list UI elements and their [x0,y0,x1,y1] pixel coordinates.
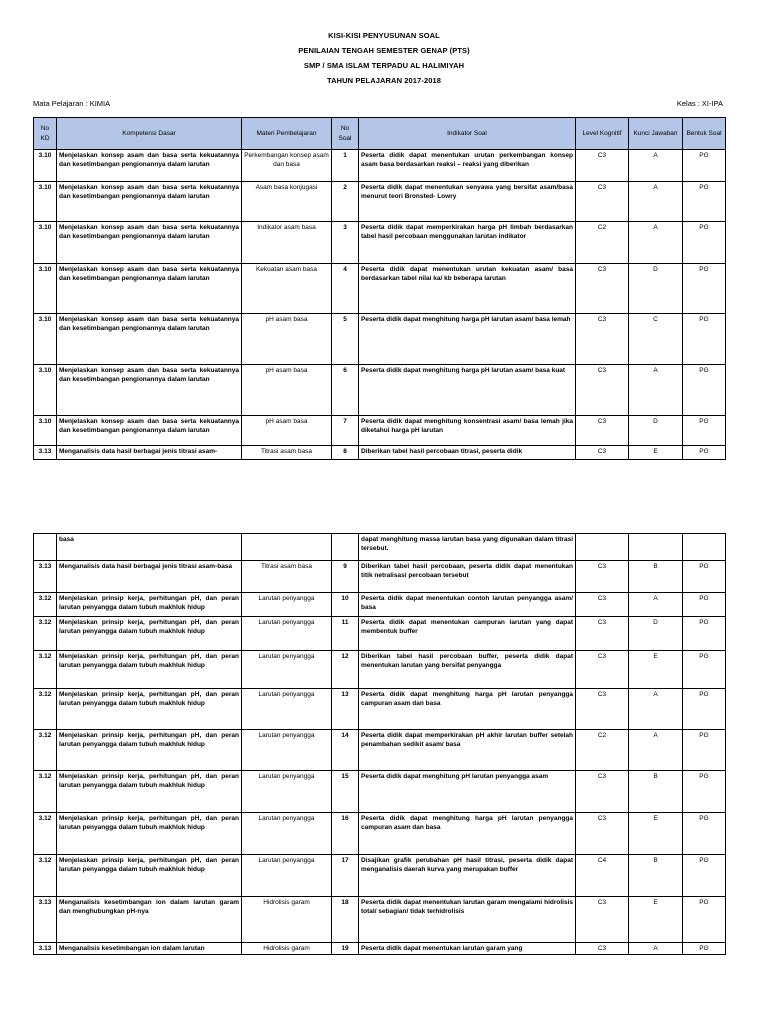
cell-no: 14 [332,730,359,771]
cell-level: C3 [576,617,629,651]
cell-no: 2 [332,182,359,222]
cell-level: C3 [576,150,629,182]
cell-kd: 3.10 [34,365,57,416]
cell-indikator: Peserta didik dapat memperkirakan pH akhir larutan buffer setelah penambahan sedikit asam/ basa [359,730,576,771]
cell-kunci: A [629,593,683,617]
header-kunci: Kunci Jawaban [629,118,683,150]
cell-materi: Larutan penyangga [242,689,332,730]
subject-label: Mata Pelajaran : KIMIA [33,99,111,108]
table-header-row [34,118,726,150]
cell-level: C3 [576,416,629,446]
cell-no: 17 [332,855,359,897]
cell-kompetensi: Menjelaskan prinsip kerja, perhitungan pH, dan peran larutan penyangga dalam tubuh makhluk hidup [57,813,242,855]
cell-kunci: D [629,416,683,446]
header-indikator: Indikator Soal [359,118,576,150]
table-row [34,264,726,314]
table-row [34,651,726,689]
cell-no: 1 [332,150,359,182]
cell-level: C4 [576,855,629,897]
cell-indikator: Peserta didik dapat menghitung harga pH larutan penyangga campuran asam dan basa [359,813,576,855]
cell-kunci: A [629,150,683,182]
cell-bentuk: PG [683,617,726,651]
cell-kompetensi: Menjelaskan prinsip kerja, perhitungan pH, dan peran larutan penyangga dalam tubuh makhluk hidup [57,689,242,730]
cell-indikator: dapat menghitung massa larutan basa yang digunakan dalam titrasi tersebut. [359,534,576,561]
meta-line [33,99,723,111]
kisi-kisi-table-page-2 [33,533,726,955]
cell-no: 12 [332,651,359,689]
cell-kd: 3.12 [34,771,57,813]
cell-bentuk: PG [683,446,726,460]
cell-kd: 3.10 [34,314,57,365]
cell-indikator: Peserta didik dapat menentukan campuran larutan yang dapat membentuk buffer [359,617,576,651]
cell-no: 3 [332,222,359,264]
cell-level: C3 [576,561,629,593]
table-row [34,771,726,813]
cell-bentuk: PG [683,730,726,771]
cell-no: 10 [332,593,359,617]
cell-materi: Titrasi asam basa [242,446,332,460]
cell-indikator: Disajikan grafik perubahan pH hasil titrasi, peserta didik dapat menganalisis daerah kurva yang merupakan buffer [359,855,576,897]
cell-kompetensi: Menjelaskan konsep asam dan basa serta kekuatannya dan kesetimbangan pengionannya dalam larutan [57,264,242,314]
cell-kunci: E [629,651,683,689]
cell-kompetensi: Menjelaskan konsep asam dan basa serta kekuatannya dan kesetimbangan pengionannya dalam larutan [57,365,242,416]
cell-materi: pH asam basa [242,416,332,446]
cell-bentuk: PG [683,689,726,730]
cell-kd: 3.10 [34,416,57,446]
cell-kd: 3.13 [34,943,57,955]
cell-bentuk: PG [683,264,726,314]
cell-indikator: Peserta didik dapat menentukan larutan garam yang [359,943,576,955]
cell-bentuk: PG [683,651,726,689]
cell-kd: 3.10 [34,182,57,222]
cell-bentuk: PG [683,416,726,446]
cell-no: 6 [332,365,359,416]
cell-level: C3 [576,689,629,730]
cell-kd: 3.12 [34,617,57,651]
cell-kompetensi: Menjelaskan prinsip kerja, perhitungan pH, dan peran larutan penyangga dalam tubuh makhluk hidup [57,855,242,897]
cell-kd: 3.10 [34,222,57,264]
cell-level: C3 [576,813,629,855]
cell-kunci: A [629,182,683,222]
header-no-kd: No KD [34,118,57,150]
cell-level: C3 [576,897,629,943]
cell-bentuk: PG [683,365,726,416]
cell-materi: Asam basa konjugasi [242,182,332,222]
cell-level: C2 [576,730,629,771]
cell-indikator: Diberikan tabel hasil percobaan titrasi, peserta didik [359,446,576,460]
header-kompetensi: Kompetensi Dasar [57,118,242,150]
cell-materi: Hidrolisis garam [242,897,332,943]
cell-level: C3 [576,182,629,222]
cell-indikator: Peserta didik dapat menghitung konsentrasi asam/ basa lemah jika diketahui harga pH larutan [359,416,576,446]
cell-level: C3 [576,651,629,689]
cell-no: 7 [332,416,359,446]
cell-indikator: Peserta didik dapat menentukan urutan kekuatan asam/ basa berdasarkan tabel nilai ka/ kb beberapa larutan [359,264,576,314]
page-break [0,474,768,530]
cell-level: C3 [576,314,629,365]
table-row [34,943,726,955]
cell-level: C3 [576,264,629,314]
table-row [34,897,726,943]
cell-kompetensi: Menjelaskan prinsip kerja, perhitungan pH, dan peran larutan penyangga dalam tubuh makhluk hidup [57,730,242,771]
cell-kd: 3.12 [34,651,57,689]
cell-kunci: E [629,897,683,943]
table-row [34,222,726,264]
cell-bentuk: PG [683,314,726,365]
header-materi: Materi Pembelajaran [242,118,332,150]
cell-bentuk: PG [683,593,726,617]
cell-level: C3 [576,593,629,617]
cell-bentuk: PG [683,813,726,855]
cell-kunci: A [629,689,683,730]
header-bentuk: Bentuk Soal [683,118,726,150]
cell-indikator: Diberikan tabel hasil percobaan buffer, peserta didik dapat menentukan larutan yang bersifat penyangga [359,651,576,689]
cell-materi: Perkembangan konsep asam dan basa [242,150,332,182]
cell-kompetensi: Menganalisis data hasil berbagai jenis titrasi asam- [57,446,242,460]
table-row [34,593,726,617]
cell-no: 13 [332,689,359,730]
cell-kd: 3.12 [34,855,57,897]
cell-level: C3 [576,446,629,460]
cell-kunci: E [629,813,683,855]
cell-kunci: A [629,365,683,416]
table-row [34,446,726,460]
cell-materi: Larutan penyangga [242,730,332,771]
header-no-soal: No Soal [332,118,359,150]
cell-bentuk: PG [683,897,726,943]
table-row [34,813,726,855]
table-row [34,617,726,651]
cell-kd: 3.12 [34,813,57,855]
table-row [34,182,726,222]
table-row [34,689,726,730]
cell-level: C3 [576,365,629,416]
cell-no: 16 [332,813,359,855]
cell-kunci: E [629,446,683,460]
cell-indikator: Peserta didik dapat menentukan senyawa yang bersifat asam/basa menurut teori Bronsted- Lowry [359,182,576,222]
cell-bentuk: PG [683,222,726,264]
cell-bentuk: PG [683,561,726,593]
cell-materi: Larutan penyangga [242,813,332,855]
kisi-kisi-table-page-1 [33,117,726,460]
cell-no: 15 [332,771,359,813]
cell-indikator: Peserta didik dapat menentukan urutan perkembangan konsep asam basa berdasarkan reaksi – reaksi yang diberikan [359,150,576,182]
cell-materi: Larutan penyangga [242,771,332,813]
cell-kunci: A [629,943,683,955]
table-row [34,150,726,182]
cell-bentuk: PG [683,855,726,897]
cell-materi: Larutan penyangga [242,651,332,689]
cell-materi: Kekuatan asam basa [242,264,332,314]
cell-kompetensi: Menjelaskan konsep asam dan basa serta kekuatannya dan kesetimbangan pengionannya dalam larutan [57,416,242,446]
cell-kompetensi: Menjelaskan prinsip kerja, perhitungan pH, dan peran larutan penyangga dalam tubuh makhluk hidup [57,593,242,617]
table-row-continuation [34,534,726,561]
cell-kd: 3.13 [34,897,57,943]
cell-kd: 3.10 [34,150,57,182]
table-row [34,855,726,897]
cell-indikator: Peserta didik dapat menentukan contoh larutan penyangga asam/ basa [359,593,576,617]
header-level: Level Kognitif [576,118,629,150]
cell-kunci: D [629,617,683,651]
cell-materi: pH asam basa [242,365,332,416]
title-line-3: SMP / SMA ISLAM TERPADU AL HALIMIYAH [303,61,465,70]
table-row [34,730,726,771]
cell-indikator: Diberikan tabel hasil percobaan, peserta didik dapat menentukan titik netralisasi percobaan tersebut [359,561,576,593]
cell-kunci: C [629,314,683,365]
cell-kompetensi: Menjelaskan konsep asam dan basa serta kekuatannya dan kesetimbangan pengionannya dalam larutan [57,222,242,264]
cell-kunci: D [629,264,683,314]
cell-kompetensi: Menjelaskan prinsip kerja, perhitungan pH, dan peran larutan penyangga dalam tubuh makhluk hidup [57,617,242,651]
cell-kd: 3.12 [34,689,57,730]
cell-kunci: B [629,855,683,897]
cell-no: 11 [332,617,359,651]
cell-kunci: B [629,771,683,813]
title-line-2: PENILAIAN TENGAH SEMESTER GENAP (PTS) [298,46,470,55]
cell-level: C3 [576,771,629,813]
cell-materi: Indikator asam basa [242,222,332,264]
cell-kd: 3.12 [34,730,57,771]
cell-bentuk: PG [683,771,726,813]
cell-indikator: Peserta didik dapat menghitung harga pH larutan asam/ basa lemah [359,314,576,365]
cell-kompetensi: Menganalisis data hasil berbagai jenis titrasi asam-basa [57,561,242,593]
cell-kunci: A [629,730,683,771]
title-line-4: TAHUN PELAJARAN 2017-2018 [326,76,442,85]
cell-level: C2 [576,222,629,264]
cell-kunci: A [629,222,683,264]
cell-kd: 3.13 [34,561,57,593]
cell-indikator: Peserta didik dapat menentukan larutan garam mengalami hidrolisis total/ sebagian/ tidak terhidrolisis [359,897,576,943]
cell-materi: Larutan penyangga [242,593,332,617]
cell-no: 19 [332,943,359,955]
table-row [34,314,726,365]
document-header [0,28,768,88]
cell-bentuk: PG [683,943,726,955]
cell-materi: Titrasi asam basa [242,561,332,593]
cell-indikator: Peserta didik dapat menghitung harga pH larutan penyangga campuran asam dan basa [359,689,576,730]
cell-indikator: Peserta didik dapat menghitung pH larutan penyangga asam [359,771,576,813]
cell-no: 5 [332,314,359,365]
cell-no: 18 [332,897,359,943]
table-row [34,365,726,416]
cell-indikator: Peserta didik dapat memperkirakan harga pH limbah berdasarkan tabel hasil percobaan menggunakan larutan indikator [359,222,576,264]
cell-materi: Larutan penyangga [242,855,332,897]
cell-kd: 3.12 [34,593,57,617]
cell-materi: Hidrolisis garam [242,943,332,955]
cell-kompetensi: Menjelaskan konsep asam dan basa serta kekuatannya dan kesetimbangan pengionannya dalam larutan [57,182,242,222]
cell-kompetensi: Menganalisis kesetimbangan ion dalam larutan [57,943,242,955]
cell-kompetensi: Menjelaskan prinsip kerja, perhitungan pH, dan peran larutan penyangga dalam tubuh makhluk hidup [57,651,242,689]
class-label: Kelas : XI-IPA [676,99,723,108]
cell-kompetensi: Menganalisis kesetimbangan ion dalam larutan garam dan menghubungkan pH-nya [57,897,242,943]
cell-bentuk: PG [683,182,726,222]
cell-materi: Larutan penyangga [242,617,332,651]
cell-kompetensi: Menjelaskan prinsip kerja, perhitungan pH, dan peran larutan penyangga dalam tubuh makhluk hidup [57,771,242,813]
cell-kompetensi: Menjelaskan konsep asam dan basa serta kekuatannya dan kesetimbangan pengionannya dalam larutan [57,150,242,182]
cell-kunci: B [629,561,683,593]
cell-kompetensi: Menjelaskan konsep asam dan basa serta kekuatannya dan kesetimbangan pengionannya dalam larutan [57,314,242,365]
cell-no: 9 [332,561,359,593]
cell-materi: pH asam basa [242,314,332,365]
cell-no: 8 [332,446,359,460]
cell-no: 4 [332,264,359,314]
title-line-1: KISI-KISI PENYUSUNAN SOAL [328,31,440,40]
cell-kd: 3.13 [34,446,57,460]
cell-level: C3 [576,943,629,955]
cell-indikator: Peserta didik dapat menghitung harga pH larutan asam/ basa kuat [359,365,576,416]
table-row [34,561,726,593]
table-row [34,416,726,446]
cell-kompetensi: basa [57,534,242,561]
cell-bentuk: PG [683,150,726,182]
cell-kd: 3.10 [34,264,57,314]
